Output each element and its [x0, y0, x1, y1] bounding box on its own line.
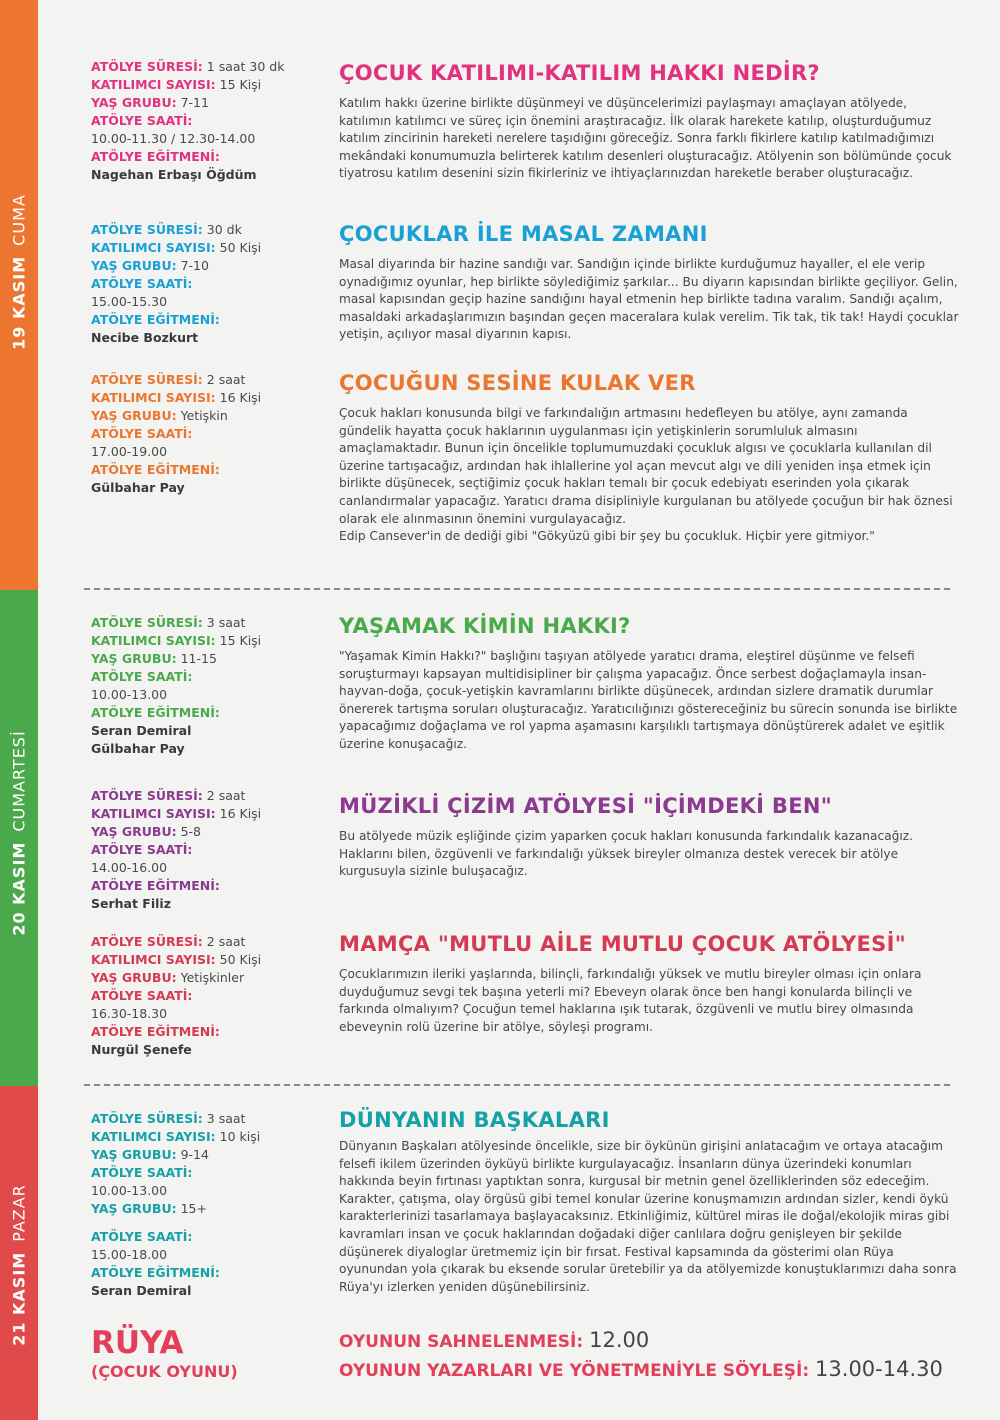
workshop-description: Bu atölyede müzik eşliğinde çizim yaparken çocuk hakları konusunda farkındalık kazanacağız. Haklarını bilen, özgüvenli ve farkındalığı yüksek bireyler olmanıza destek verecek bir atölye kurgusuyla sizinle buluşacağız. — [339, 829, 914, 879]
workshop-6 — [339, 932, 959, 1036]
workshop-quote: Edip Cansever'in de dediği gibi "Gökyüzü gibi bir şey bu çocukluk. Hiçbir yere gitmiyor." — [339, 529, 875, 544]
workshop-title: MÜZİKLİ ÇİZİM ATÖLYESİ "İÇİMDEKİ BEN" — [339, 794, 832, 818]
workshop-info-3: ATÖLYE SÜRESİ: 2 saat KATILIMCI SAYISI: 16 Kişi YAŞ GRUBU: Yetişkin ATÖLYE SAATİ: 17.00-19.00 ATÖLYE EĞİTMENİ: Gülbahar Pay — [91, 372, 262, 495]
section-divider — [84, 588, 950, 590]
workshop-info-7: ATÖLYE SÜRESİ: 3 saat KATILIMCI SAYISI: 10 kişi YAŞ GRUBU: 9-14 ATÖLYE SAATİ: 10.00-13.00 YAŞ GRUBU: 15+ ATÖLYE SAATİ: 15.00-18.00 ATÖLYE EĞİTMENİ: Seran Demiral — [91, 1111, 261, 1298]
workshop-title: ÇOCUK KATILIMI-KATILIM HAKKI NEDİR? — [339, 61, 820, 85]
play-subtitle: (ÇOCUK OYUNU) — [91, 1362, 238, 1381]
workshop-7 — [339, 1108, 959, 1296]
workshop-title: ÇOCUĞUN SESİNE KULAK VER — [339, 371, 696, 395]
workshop-5 — [339, 794, 959, 881]
workshop-info-1: ATÖLYE SÜRESİ: 1 saat 30 dk KATILIMCI SAYISI: 15 Kişi YAŞ GRUBU: 7-11 ATÖLYE SAATİ: 10.00-11.30 / 12.30-14.00 ATÖLYE EĞİTMENİ: Nagehan Erbaşı Öğdüm — [91, 59, 285, 182]
day-label-saturday: 20 KASIMCUMARTESİ — [9, 730, 29, 936]
workshop-info-6: ATÖLYE SÜRESİ: 2 saat KATILIMCI SAYISI: 50 Kişi YAŞ GRUBU: Yetişkinler ATÖLYE SAATİ: 16.30-18.30 ATÖLYE EĞİTMENİ: Nurgül Şenefe — [91, 934, 262, 1057]
workshop-info-4: ATÖLYE SÜRESİ: 3 saat KATILIMCI SAYISI: 15 Kişi YAŞ GRUBU: 11-15 ATÖLYE SAATİ: 10.00-13.00 ATÖLYE EĞİTMENİ: Seran Demiral Gülbahar Pay — [91, 615, 262, 756]
workshop-description: Katılım hakkı üzerine birlikte düşünmeyi ve düşüncelerimizi paylaşmayı amaçlayan atölyede, katılımın katılımcı ve süreç için önemini araştıracağız. İlk olarak harekete katılıp, oluşturduğumuz katılım zincirinin hareketi nerelere taşıdığını göreceğiz. Sonra farklı fikirlere katılıp katılmadığımızı mekândaki konumumuzla belirterek katılım desenleri oluşturacağız. Atölyenin son bölümünde çocuk tiyatrosu katılım desenini sizin fikirleriniz ve ihtiyaçlarınızdan hareketle beraber oluşturacağız. — [339, 96, 952, 181]
workshop-description: Çocuklarımızın ileriki yaşlarında, bilinçli, farkındalığı yüksek ve mutlu bireyler olması için onlara duyduğumuz sevgi tek başına yeterli mi? Ebeveyn olarak önce ben hangi konularda bilinçli ve farkında olmalıyım? Çocuğun temel haklarına ışık tutarak, özgüvenli ve mutlu birey olmasında ebeveynin rolü üzerine bir atölye, söyleşi programı. — [339, 967, 922, 1034]
workshop-3 — [339, 371, 959, 546]
workshop-description: Dünyanın Başkaları atölyesinde öncelikle, size bir öykünün girişini anlatacağım ve ortaya atacağım felsefi ikilem üzerinden öyküyü birlikte kurgulayacağız. İnsanların dünya üzerindeki konumları hakkında beyin fırtınası yaptıktan sonra, kurgusal bir metnin genel özelliklerinden söz edeceğim. Karakter, çatışma, olay örgüsü gibi temel konular üzerine konuşmamızın ardından sizler, kendi öykü karakterlerinizi tasarlamaya başlayacaksınız. Etkinliğimiz, kültürel miras ile doğal/ekolojik miras gibi kavramları insan ve çocuk haklarından doğadaki diğer canlılara doğru genişleyen bir şekilde düşünerek diyaloglar üretmemiz için bir fırsat. Festival kapsamında da gösterimi olan Rüya oyunundan yola çıkarak bu eksende sorular üretebilir ya da atölyemizde konuştuklarımızı daha sonra Rüya'yı izlerken yeniden düşünebilirsiniz. — [339, 1139, 957, 1294]
play-talk-time: OYUNUN YAZARLARI VE YÖNETMENİYLE SÖYLEŞİ: 13.00-14.30 — [339, 1357, 943, 1381]
workshop-description: Masal diyarında bir hazine sandığı var. Sandığın içinde birlikte kurduğumuz hayaller, el ele verip oynadığımız oyunlar, hep birlikte söylediğimiz şarkılar... Bu diyarın kapısından birlikte geçiliyor. Gelin, masal kapısından geçip hazine sandığını hayal etmenin hep birlikte tadına varalım. Sandığı açalım, masaldaki arkadaşlarımızın başından geçen maceralara kulak verelim. Tik tak, tik tak! Haydi çocuklar yetişin, açılıyor masal diyarının kapısı. — [339, 257, 959, 342]
workshop-2 — [339, 222, 959, 344]
section-divider — [84, 1084, 950, 1086]
day-label-sunday: 21 KASIMPAZAR — [9, 1184, 29, 1346]
workshop-description: Çocuk hakları konusunda bilgi ve farkındalığın artmasını hedefleyen bu atölye, aynı zamanda gündelik hayatta çocuk haklarının uygulanması için yetişkinlerin sorumluluk almasını amaçlamaktadır. Bunun için öncelikle toplumumuzdaki çocukluk algısı ve çocuklarla kullanılan dil üzerine tartışacağız, ardından hak ihlallerine yol açan mevcut algı ve dili yeniden inşa etmek için birlikte düşünecek, seçtiğimiz çocuk hakları temalı bir çocuk edebiyatı eserinden yola çıkarak canlandırmalar yapacağız. Yaratıcı drama disipliniyle kurgulanan bu atölyede çocuğun bir hak öznesi olarak ele alınmasının önemini vurgulayacağız. — [339, 406, 953, 526]
play-title: RÜYA — [91, 1325, 184, 1361]
workshop-title: YAŞAMAK KİMİN HAKKI? — [339, 614, 631, 638]
workshop-title: DÜNYANIN BAŞKALARI — [339, 1108, 610, 1132]
workshop-description: "Yaşamak Kimin Hakkı?" başlığını taşıyan atölyede yaratıcı drama, eleştirel düşünme ve felsefi soruşturmayı kapsayan multidisipliner bir çalışma yapacağız. Önce serbest doğaçlamayla insan-hayvan-doğa, çocuk-yetişkin kavramlarını birlikte düşünecek, ardından sizlere dramatik durumlar önererek tartışma soruları oluşturacağız. Yaratıcılığınızı göstereceğiniz bu sürecin sonunda ise birlikte yapacağımız doğaçlama ve rol yapma aşamasını karşılıklı tartışmaya dönüştürerek adalet ve eşitlik üzerine konuşacağız. — [339, 649, 958, 751]
workshop-4 — [339, 614, 959, 754]
day-label-friday: 19 KASIMCUMA — [9, 194, 29, 350]
play-performance-time: OYUNUN SAHNELENMESİ: 12.00 — [339, 1328, 650, 1352]
workshop-info-2: ATÖLYE SÜRESİ: 30 dk KATILIMCI SAYISI: 50 Kişi YAŞ GRUBU: 7-10 ATÖLYE SAATİ: 15.00-15.30 ATÖLYE EĞİTMENİ: Necibe Bozkurt — [91, 222, 262, 345]
workshop-info-5: ATÖLYE SÜRESİ: 2 saat KATILIMCI SAYISI: 16 Kişi YAŞ GRUBU: 5-8 ATÖLYE SAATİ: 14.00-16.00 ATÖLYE EĞİTMENİ: Serhat Filiz — [91, 788, 262, 911]
workshop-title: MAMÇA "MUTLU AİLE MUTLU ÇOCUK ATÖLYESİ" — [339, 932, 906, 956]
workshop-title: ÇOCUKLAR İLE MASAL ZAMANI — [339, 222, 708, 246]
workshop-1 — [339, 61, 959, 183]
